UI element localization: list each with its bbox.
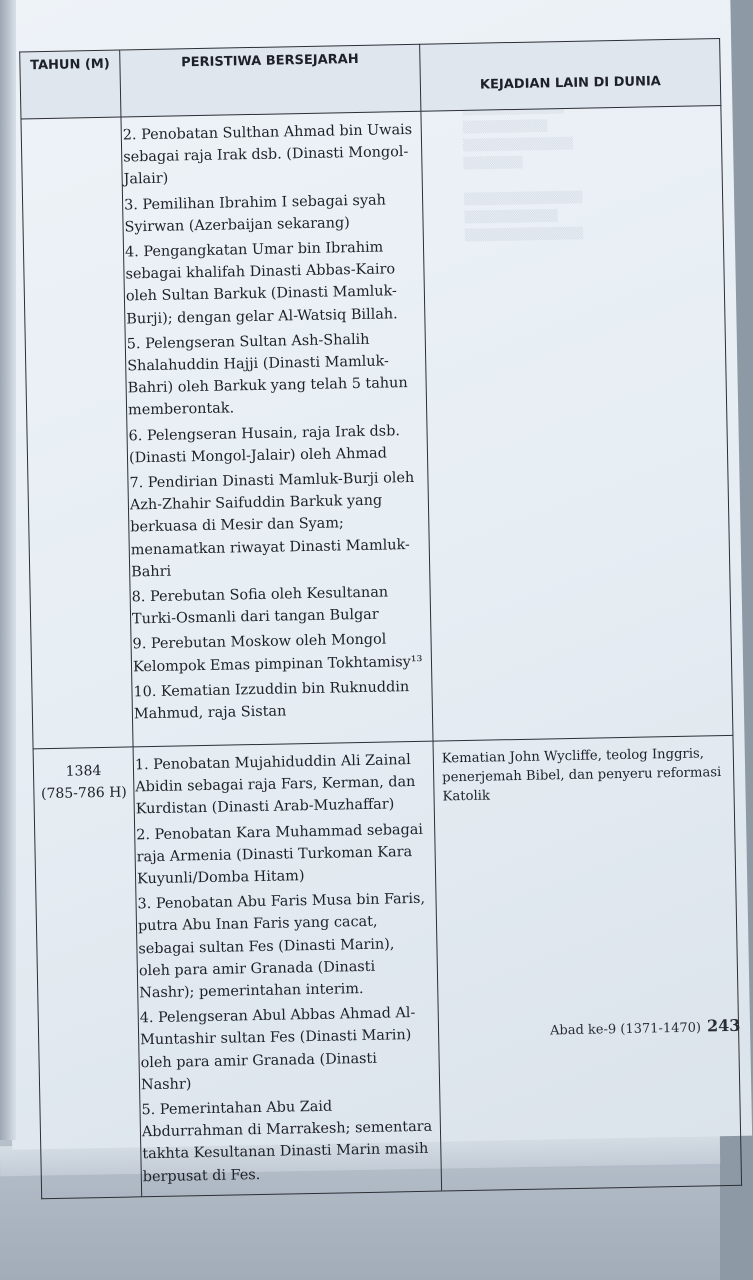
- header-events: PERISTIWA BERSEJARAH: [120, 44, 421, 117]
- header-year: TAHUN (M): [20, 50, 121, 119]
- chapter-label: Abad ke-9 (1371-1470): [549, 1020, 702, 1039]
- table-row: [21, 105, 733, 748]
- list-item: 1. Penobatan Mujahiduddin Ali Zainal Abidin sebagai raja Fars, Kerman, dan Kurdistan (Dinasti Arab-Muzhaffar): [134, 752, 416, 818]
- list-item: 10. Kematian Izzuddin bin Ruknuddin Mahmud, raja Sistan: [133, 678, 410, 723]
- world-cell: [421, 105, 733, 741]
- page-number: 243: [706, 1015, 741, 1036]
- year-hijri: [26, 130, 117, 132]
- list-item: 3. Pemilihan Ibrahim I sebagai syah Syirwan (Azerbaijan sekarang): [124, 192, 386, 236]
- list-item: 7. Pendirian Dinasti Mamluk-Burji oleh Azh-Zhahir Saifuddin Barkuk yang berkuasa di Mesir dan Syam; menamatkan riwayat Dinasti Mamluk-Bahri: [129, 469, 415, 581]
- events-cell: [133, 741, 442, 1197]
- list-item: 4. Pengangkatan Umar bin Ibrahim sebagai khalifah Dinasti Abbas-Kairo oleh Sultan Barkuk (Dinasti Mamluk-Burji); dengan gelar Al-Watsiq Billah.: [124, 239, 398, 328]
- world-cell: Kematian John Wycliffe, teolog Inggris, penerjemah Bibel, dan penyeru reformasi Katolik: [433, 735, 742, 1191]
- table-row: [33, 735, 742, 1198]
- list-item: 3. Penobatan Abu Faris Musa bin Faris, putra Abu Inan Faris yang cacat, sebagai sultan Fes (Dinasti Marin), oleh para amir Granada (Dinasti Nashr); pemerintahan interim.: [137, 891, 426, 1002]
- year-cell: [33, 747, 142, 1199]
- year-cell: [21, 117, 133, 749]
- events-cell: [121, 111, 433, 747]
- bleed-through-text: ▒▒▒▒▒▒▒▒▒▒ ▒▒▒▒▒▒▒▒▒▒▒▒▒ ▒▒▒▒▒▒▒ ▒▒▒▒▒▒▒▒▒▒▒▒▒▒ ▒▒▒▒▒▒▒▒▒▒▒ ▒▒▒▒▒▒▒▒▒▒▒▒▒▒: [462, 119, 584, 242]
- year-hijri: (785-786 H): [40, 784, 127, 803]
- list-item: 4. Pelengseran Abul Abbas Ahmad Al-Muntashir sultan Fes (Dinasti Marin) oleh para amir Granada (Dinasti Nashr): [139, 1005, 416, 1094]
- list-item: 6. Pelengseran Husain, raja Irak dsb. (Dinasti Mongol-Jalair) oleh Ahmad: [128, 422, 401, 467]
- list-item: 2. Penobatan Kara Muhammad sebagai raja Armenia (Dinasti Turkoman Kara Kuyunli/Domba Hitam): [136, 821, 424, 888]
- page-spine-shadow: [0, 0, 16, 1140]
- list-item: 5. Pelengseran Sultan Ash-Shalih Shalahuddin Hajji (Dinasti Mamluk-Bahri) oleh Barkuk yang telah 5 tahun memberontak.: [126, 331, 408, 419]
- list-item: 2. Penobatan Sulthan Ahmad bin Uwais sebagai raja Irak dsb. (Dinasti Mongol-Jalair): [122, 121, 413, 188]
- header-world: KEJADIAN LAIN DI DUNIA: [420, 39, 721, 112]
- year-value: 1384: [65, 763, 102, 780]
- list-item: 9. Perebutan Moskow oleh Mongol Kelompok Emas pimpinan Tokhtamisy¹³: [132, 631, 423, 676]
- list-item: 5. Pemerintahan Abu Zaid Abdurrahman di Marrakesh; sementara takhta Kesultanan Dinasti Marin masih berpusat di Fes.: [141, 1098, 433, 1185]
- list-item: 8. Perebutan Sofia oleh Kesultanan Turki-Osmanli dari tangan Bulgar: [131, 584, 389, 628]
- year-value: [26, 130, 117, 132]
- page-footer: [550, 1016, 741, 1039]
